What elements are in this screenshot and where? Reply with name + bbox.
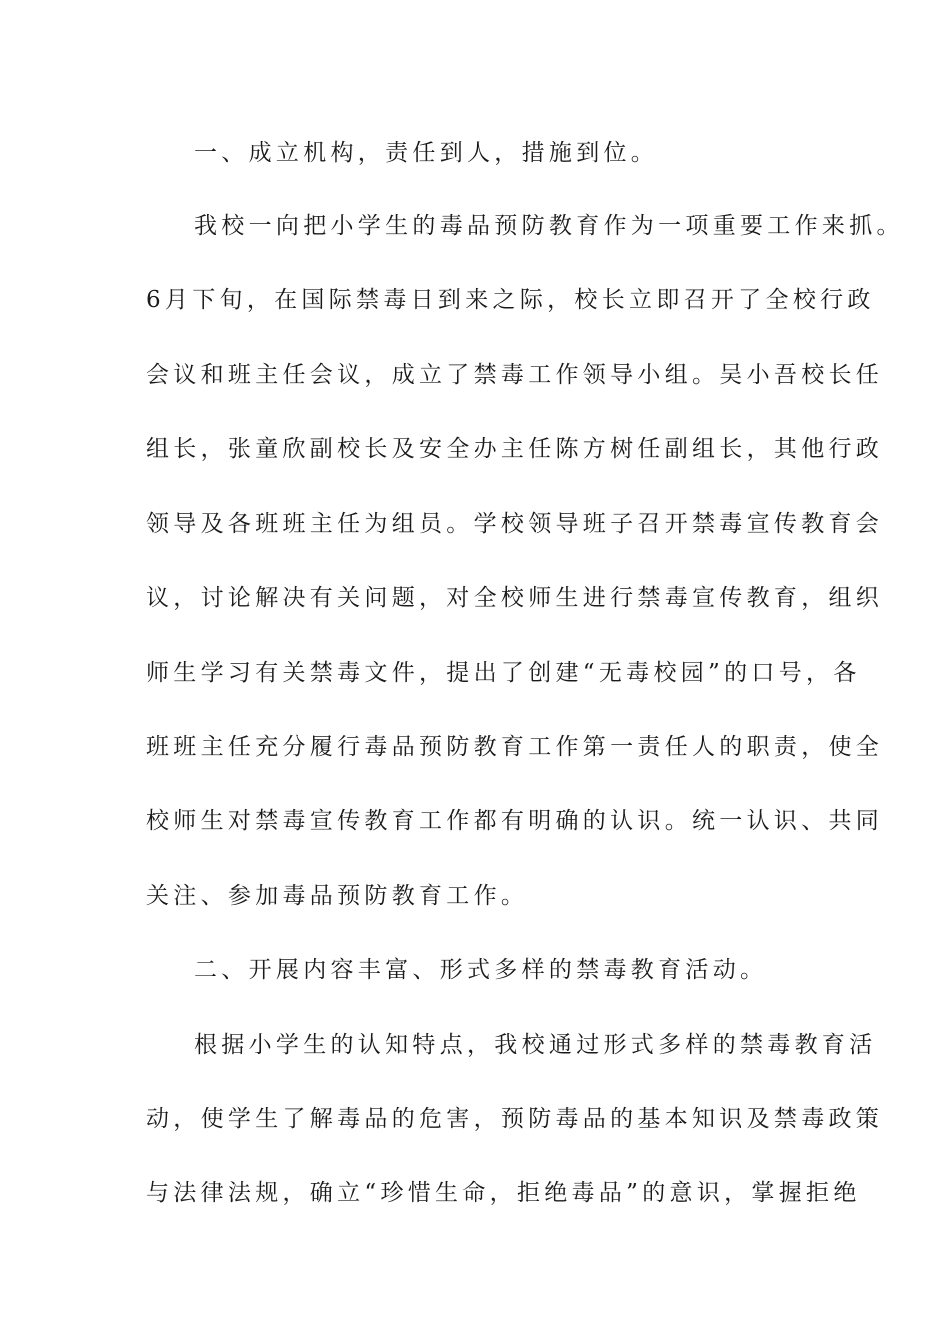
paragraph-line: 根据小学生的认知特点，我校通过形式多样的禁毒教育活 [194, 1032, 877, 1058]
paragraph-line: 会议和班主任会议，成立了禁毒工作领导小组。吴小吾校长任 [146, 362, 884, 388]
section-heading-1: 一、成立机构，责任到人，措施到位。 [194, 140, 659, 166]
paragraph-line: 组长，张童欣副校长及安全办主任陈方树任副组长，其他行政 [146, 436, 884, 462]
paragraph-line: 领导及各班班主任为组员。学校领导班子召开禁毒宣传教育会 [146, 511, 884, 537]
paragraph-line: 议，讨论解决有关问题，对全校师生进行禁毒宣传教育，组织 [146, 585, 884, 611]
paragraph-line: 与法律法规，确立“珍惜生命，拒绝毒品”的意识，掌握拒绝 [146, 1180, 861, 1206]
paragraph-line: 师生学习有关禁毒文件，提出了创建“无毒校园”的口号，各 [146, 660, 861, 686]
paragraph-line: 我校一向把小学生的毒品预防教育作为一项重要工作来抓。 [194, 213, 904, 239]
paragraph-line: 班班主任充分履行毒品预防教育工作第一责任人的职责，使全 [146, 734, 884, 760]
paragraph-line: 6月下旬，在国际禁毒日到来之际，校长立即召开了全校行政 [146, 287, 875, 313]
paragraph-line: 动，使学生了解毒品的危害，预防毒品的基本知识及禁毒政策 [146, 1106, 884, 1132]
paragraph-line: 关注、参加毒品预防教育工作。 [146, 883, 529, 909]
paragraph-line: 校师生对禁毒宣传教育工作都有明确的认识。统一认识、共同 [146, 808, 884, 834]
section-heading-2: 二、开展内容丰富、形式多样的禁毒教育活动。 [194, 957, 768, 983]
